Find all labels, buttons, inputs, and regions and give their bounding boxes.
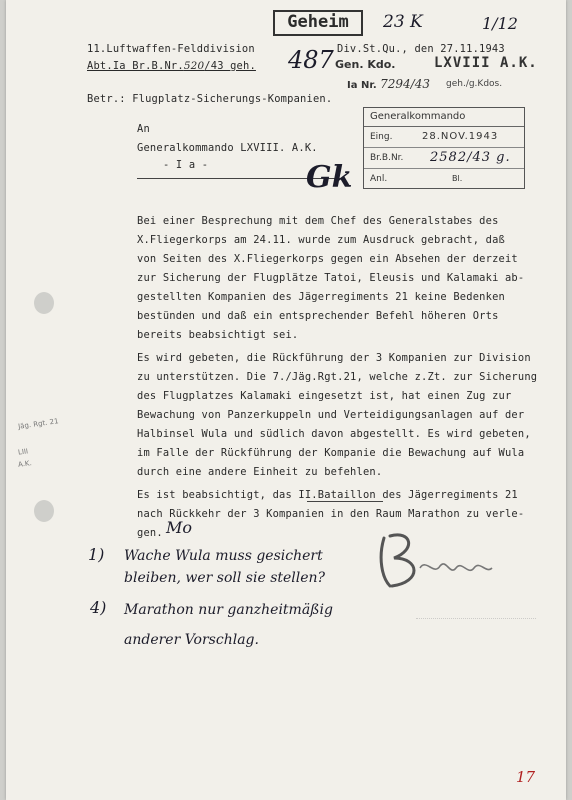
receipt-stamp-title: Generalkommando [364,108,524,127]
body-line: Es wird gebeten, die Rückführung der 3 Kompanien zur Division [137,352,531,364]
body-line: zu unterstützen. Die 7./Jäg.Rgt.21, welche z.Zt. zur Sicherung [137,371,538,383]
body-line: nach Rückkehr der 3 Kompanien in den Raum Marathon zu verle- [137,508,525,520]
receipt-nr-row [364,148,524,169]
unit-name: 11.Luftwaffen-Felddivision [87,43,255,55]
margin-note: Jäg. Rgt. 21 [17,417,60,431]
margin-note: A.K. [17,459,33,469]
body-line: bereits beabsichtigt sei. [137,329,299,341]
receipt-eing-row [364,127,524,148]
body-line: durch eine andere Einheit zu befehlen. [137,466,383,478]
body-line: im Falle der Rückführung der Kompanie die Bewachung auf Wula [137,447,525,459]
punch-hole-top [34,292,54,314]
body-line: des Flugplatzes Kalamaki eingesetzt ist, hat einen Zug zur [137,390,512,402]
gen-kdo-stamp: Gen. Kdo. [335,58,396,71]
ref-handwritten: 23 K [383,12,423,32]
note-1-line-2: bleiben, wer soll sie stellen? [124,570,326,586]
body-line: gen. [137,527,163,539]
address-an: An [137,123,150,135]
note-1-number: 1) [88,545,105,564]
note-1-line-1: Wache Wula muss gesichert [124,548,323,564]
eing-label: Eing. [370,132,393,142]
body-line: zur Sicherung der Flugplätze Tatoi, Eleusis und Kalamaki ab- [137,272,525,284]
lxviii-stamp: LXVIII A.K. [434,55,538,71]
bl-label: Bl. [452,174,463,183]
handwritten-initials: Gk [306,160,353,195]
punch-hole-bottom [34,500,54,522]
dept-label: Abt.Ia Br.B.Nr. [87,60,184,72]
body-line: Halbinsel Wula und südlich davon abgestellt. Es wird gebeten, [137,428,531,440]
dept-suffix: /43 geh. [204,60,256,72]
ia-label: Ia Nr. [347,80,377,91]
receipt-anl-row [364,169,524,189]
nr-label: Br.B.Nr. [370,153,404,163]
anl-label: Anl. [370,174,388,184]
nr-value: 2582/43 g. [430,150,511,165]
dept-number: 520 [183,60,205,72]
note-2-line-1: Marathon nur ganzheitmäßig [124,602,333,618]
address-recipient: Generalkommando LXVIII. A.K. [137,142,318,154]
page-number: 17 [516,768,536,786]
ia-number: 7294/43 [380,77,430,91]
margin-note: LIII [17,447,29,457]
bataillon-underline [307,501,383,502]
body-line: Bei einer Besprechung mit dem Chef des Generalstabes des [137,215,499,227]
ref-fraction-handwritten: 1/12 [482,14,518,33]
body-line: gestellten Kompanien des Jägerregiments 21 keine Bedenken [137,291,505,303]
body-line: Bewachung von Panzerkuppeln und Verteidigungsanlagen auf der [137,409,525,421]
subject-line: Betr.: Flugplatz-Sicherungs-Kompanien. [87,93,333,105]
handwritten-paraph: Mo [166,518,193,537]
address-section: - I a - [163,159,209,171]
geheim-stamp: Geheim [273,10,363,36]
place-date: Div.St.Qu., den 27.11.1943 [337,43,505,55]
body-line: bestünden und daß ein entsprechender Befehl höheren Orts [137,310,499,322]
eing-date: 28.NOV.1943 [422,131,499,142]
note-2-line-2: anderer Vorschlag. [124,632,259,648]
receipt-stamp [363,107,525,189]
body-line: X.Fliegerkorps am 24.11. wurde zum Ausdruck gebracht, daß [137,234,505,246]
document-page [6,0,566,800]
body-line: von Seiten des X.Fliegerkorps gegen ein Absehen der derzeit [137,253,518,265]
handwritten-ref-number: 487 [288,46,334,74]
dept-ref [87,57,256,76]
geh-label: geh./g.Kdos. [446,79,503,89]
faint-stamp-trace [416,618,536,649]
ia-number-stamp [347,77,430,91]
body-line: Es ist beabsichtigt, das II.Bataillon des Jägerregiments 21 [137,489,518,501]
note-2-number: 4) [90,598,107,617]
